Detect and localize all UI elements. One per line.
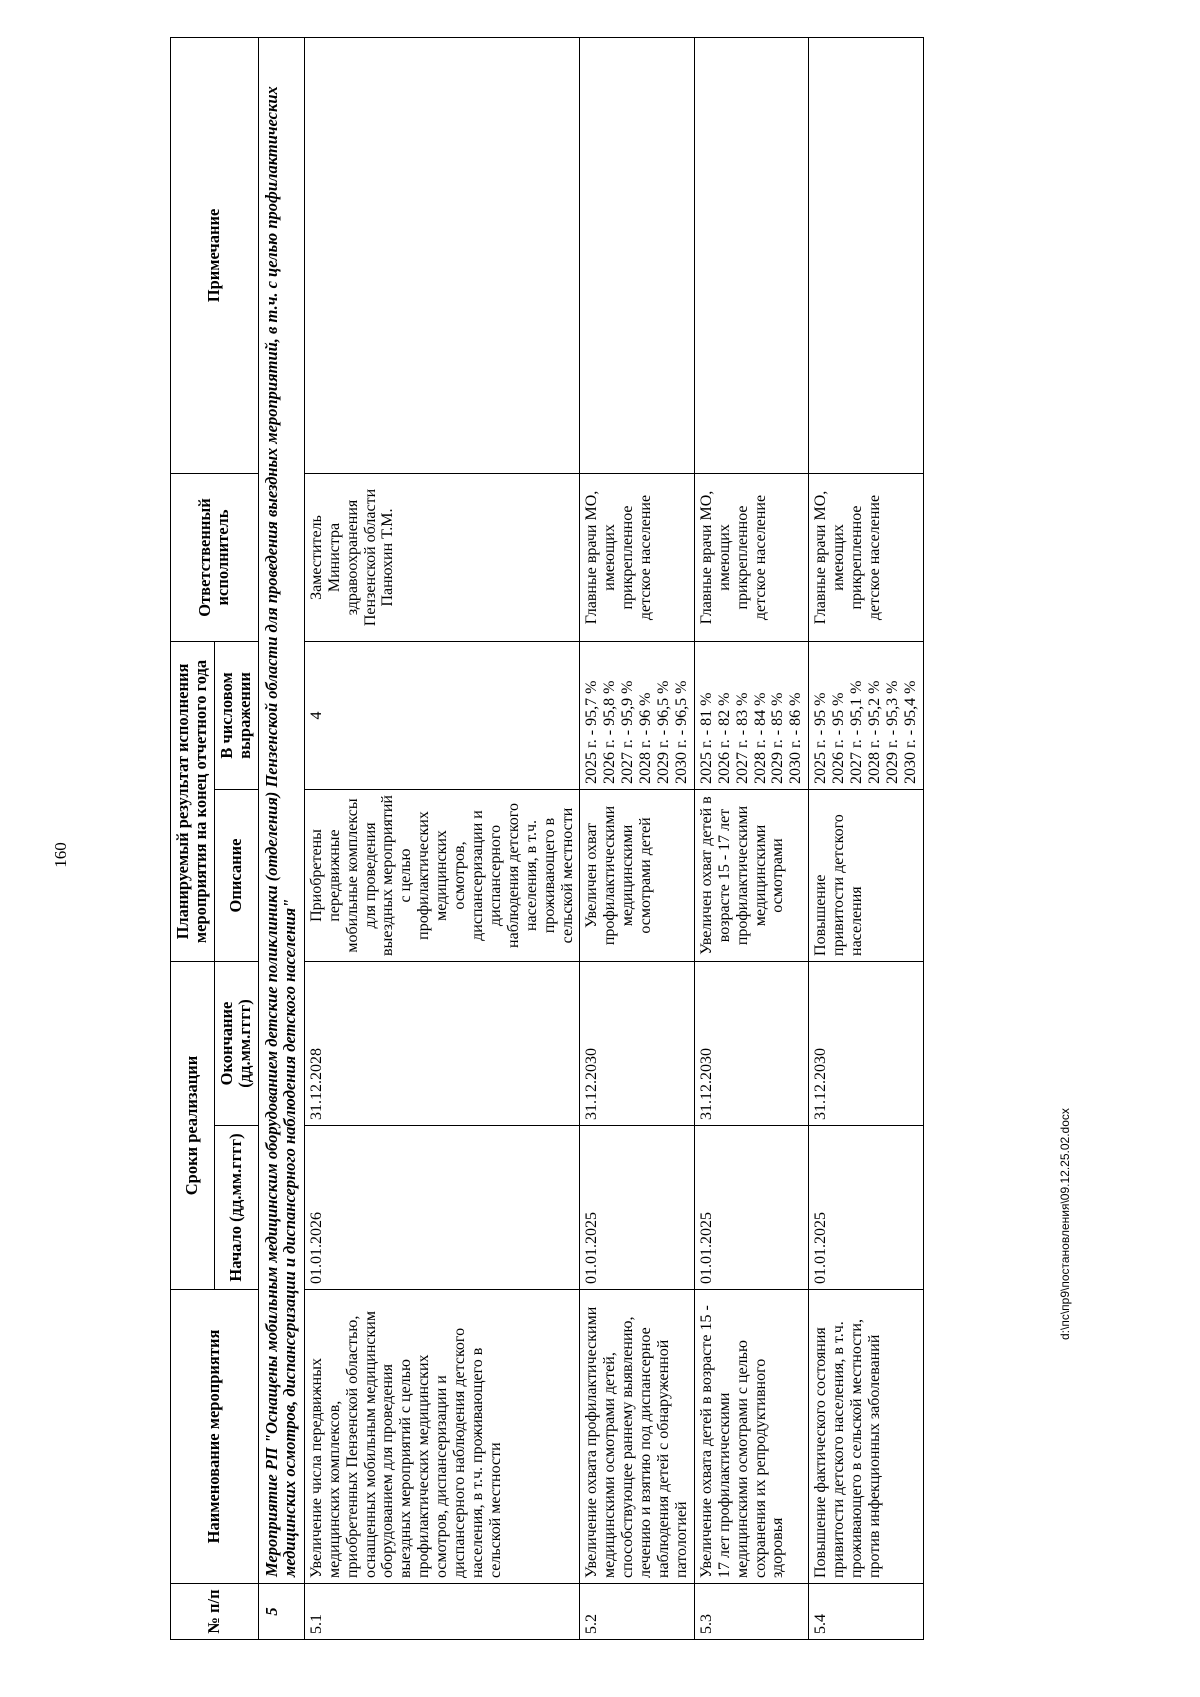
header-result: Планируемый результат исполнения мероприятия на конец отчетного года (171, 641, 215, 961)
row-name: Повышение фактического состояния привитости детского населения, в т.ч. проживающего в сельской местности, против инфекционных заболеваний (809, 1290, 923, 1584)
row-start: 01.01.2025 (580, 1126, 694, 1290)
row-end: 31.12.2030 (694, 961, 808, 1125)
footer-file-path: d:\пс\пр9\постановления\09.12.25.02.docx (1058, 1108, 1072, 1340)
row-desc: Увеличен охват детей в возрасте 15 - 17 лет профилактическими медицинскими осмотрами (694, 789, 808, 961)
row-desc: Приобретены передвижные мобильные комплексы для проведения выездных мероприятий с целью профилактических медицинских осмотров, диспансеризации и диспансерного наблюдения детского населения, в т.ч. проживающего в сельской местности (304, 789, 580, 961)
header-note: Примечание (171, 37, 259, 473)
row-start: 01.01.2025 (809, 1126, 923, 1290)
activities-table (170, 37, 924, 1640)
row-responsible: Главные врачи МО, имеющих прикрепленное детское население (809, 473, 923, 641)
header-end: Окончание (дд.мм.гггг) (214, 961, 258, 1125)
page-number: 160 (50, 842, 70, 868)
row-name: Увеличение охвата профилактическими медицинскими осмотрами детей, способствующее раннему выявлению, лечению и взятию под диспансерное наблюдения детей с обнаруженной патологией (580, 1290, 694, 1584)
row-start: 01.01.2025 (694, 1126, 808, 1290)
row-responsible: Заместитель Министра здравоохранения Пензенской области Панюхин Т.М. (304, 473, 580, 641)
row-num: 5.1 (304, 1584, 580, 1640)
row-num: 5.4 (809, 1584, 923, 1640)
header-numeric: В числовом выражении (214, 641, 258, 789)
header-row-1 (171, 37, 215, 1639)
header-desc: Описание (214, 789, 258, 961)
row-name: Увеличение числа передвижных медицинских комплексов, приобретенных Пензенской областью, оснащенных мобильным медицинским оборудованием для проведения выездных мероприятий с целью профилактических медицинских осмотров, диспансеризации и диспансерного наблюдения детского населения, в т.ч. проживающего в сельской местности (304, 1290, 580, 1584)
row-name: Увеличение охвата детей в возрасте 15 - 17 лет профилактическими медицинскими осмотрами с целью сохранения их репродуктивного здоровья (694, 1290, 808, 1584)
table-row (304, 37, 580, 1639)
section-row (258, 37, 304, 1639)
row-responsible: Главные врачи МО, имеющих прикрепленное детское население (694, 473, 808, 641)
table-row (580, 37, 694, 1639)
row-note (694, 37, 808, 473)
row-desc: Увеличен охват профилактическими медицинскими осмотрами детей (580, 789, 694, 961)
header-start: Начало (дд.мм.гггг) (214, 1126, 258, 1290)
table-row (694, 37, 808, 1639)
row-num: 5.2 (580, 1584, 694, 1640)
row-note (580, 37, 694, 473)
row-note (304, 37, 580, 473)
row-numeric: 2025 г. - 95 % 2026 г. - 95 % 2027 г. - 95,1 % 2028 г. - 95,2 % 2029 г. - 95,3 % 2030 г. - 95,4 % (809, 641, 923, 789)
row-end: 31.12.2030 (580, 961, 694, 1125)
row-num: 5.3 (694, 1584, 808, 1640)
section-title: Мероприятие РП "Оснащены мобильным медицинским оборудованием детские поликлиники (отделения) Пензенской области для проведения выездных мероприятий, в т.ч. с целью профилактических медицинских осмотров, диспансеризации и диспансерного наблюдения детского населения" (258, 37, 304, 1583)
row-note (809, 37, 923, 473)
header-name: Наименование мероприятия (171, 1290, 259, 1584)
row-end: 31.12.2030 (809, 961, 923, 1125)
row-responsible: Главные врачи МО, имеющих прикрепленное детское население (580, 473, 694, 641)
section-num: 5 (258, 1584, 304, 1640)
header-num: № п/п (171, 1584, 259, 1640)
row-numeric: 2025 г. - 95,7 % 2026 г. - 95,8 % 2027 г. - 95,9 % 2028 г. - 96 % 2029 г. - 96,5 % 2030 г. - 96,5 % (580, 641, 694, 789)
table-row (809, 37, 923, 1639)
header-responsible: Ответственный исполнитель (171, 473, 259, 641)
row-end: 31.12.2028 (304, 961, 580, 1125)
row-desc: Повышение привитости детского населения (809, 789, 923, 961)
header-terms: Сроки реализации (171, 961, 215, 1289)
rotated-table-container (170, 38, 1038, 1640)
row-numeric: 4 (304, 641, 580, 789)
row-numeric: 2025 г. - 81 % 2026 г. - 82 % 2027 г. - 83 % 2028 г. - 84 % 2029 г. - 85 % 2030 г. - 86 % (694, 641, 808, 789)
row-start: 01.01.2026 (304, 1126, 580, 1290)
